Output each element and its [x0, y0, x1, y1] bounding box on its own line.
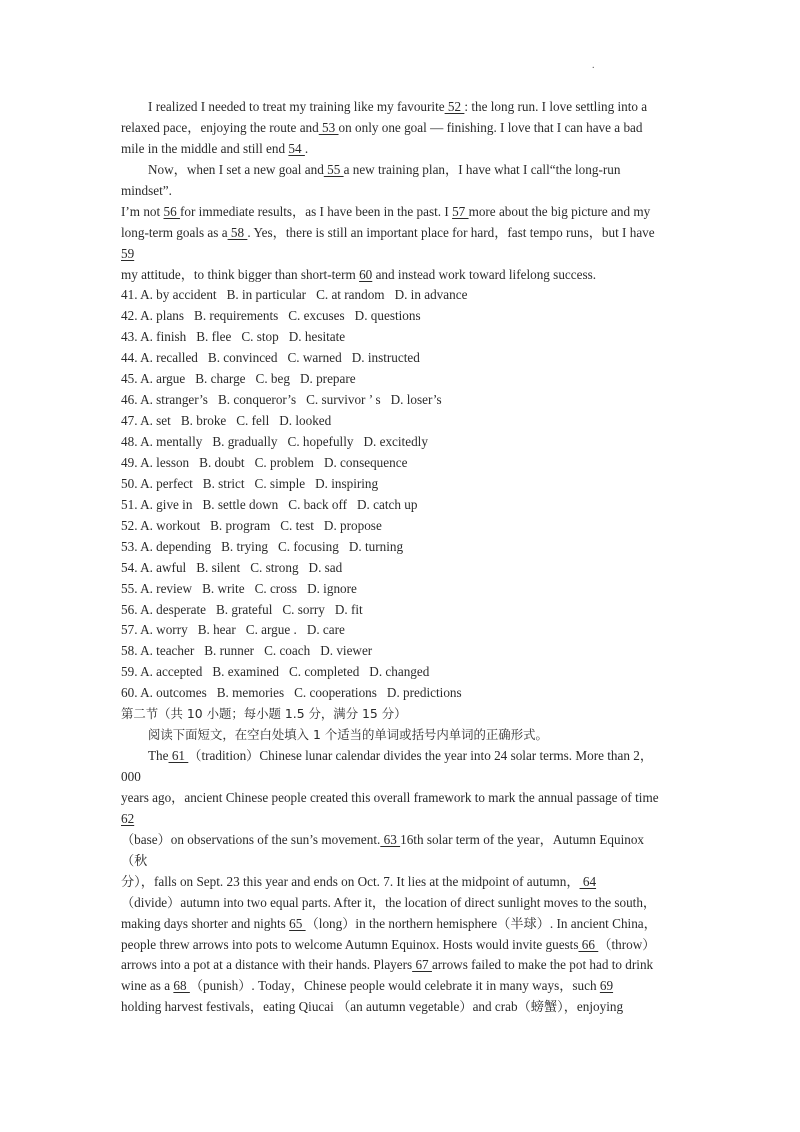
- answer-option: D. fit: [334, 601, 363, 617]
- answer-option: C. at random: [316, 287, 385, 303]
- answer-option: D. hesitate: [288, 329, 346, 345]
- question-row: [121, 453, 681, 474]
- passage-line: [121, 872, 681, 893]
- question-number: 60.: [121, 685, 138, 701]
- passage-text: for immediate results，as I have been in the past. I: [179, 203, 453, 219]
- answer-option: D. sad: [308, 559, 343, 575]
- answer-option: D. care: [306, 622, 345, 638]
- question-row: [121, 411, 681, 432]
- answer-option: C. simple: [254, 475, 306, 491]
- answer-option: C. test: [280, 517, 314, 533]
- passage-text: .: [304, 140, 309, 156]
- passage-text: （throw）: [598, 936, 656, 952]
- question-number: 48.: [121, 434, 138, 449]
- passage-line: [121, 893, 681, 914]
- answer-blank: 62: [121, 810, 135, 826]
- answer-blank: 69: [599, 978, 614, 994]
- answer-option: C. sorry: [282, 601, 325, 617]
- answer-option: B. program: [210, 517, 271, 533]
- passage-line: [121, 202, 681, 223]
- passage-line: [121, 244, 681, 265]
- answer-blank: 53: [318, 119, 339, 135]
- passage-line: [121, 97, 681, 118]
- question-number: 56.: [121, 601, 138, 617]
- answer-option: A. outcomes: [140, 685, 207, 701]
- passage-text: long-term goals as a: [121, 224, 228, 240]
- question-number: 49.: [121, 454, 138, 470]
- question-row: [121, 390, 681, 411]
- answer-option: A. argue: [140, 371, 186, 387]
- question-row: [121, 516, 681, 537]
- passage-text: a new training plan，I have what I call“the long-run: [343, 161, 621, 177]
- answer-option: B. convinced: [207, 350, 278, 366]
- cloze-passage: [121, 97, 681, 285]
- answer-option: A. finish: [140, 329, 187, 345]
- passage-text: （秋: [121, 852, 148, 868]
- passage-text: arrows failed to make the pot had to drink: [431, 957, 654, 973]
- passage-line: [121, 997, 681, 1018]
- passage-text: mile in the middle and still end: [121, 140, 289, 156]
- answer-option: A. plans: [140, 308, 185, 324]
- question-row: [121, 600, 681, 621]
- answer-option: B. gradually: [212, 434, 278, 449]
- passage-text: more about the big picture and my: [468, 203, 651, 219]
- passage-text: （tradition）Chinese lunar calendar divides the year into 24 solar terms. More than 2，: [188, 748, 654, 764]
- question-number: 42.: [121, 308, 138, 324]
- answer-option: D. in advance: [394, 287, 468, 303]
- question-row: [121, 579, 681, 600]
- answer-option: C. stop: [241, 329, 279, 345]
- passage-text: （long）in the northern hemisphere（半球）. In ancient China，: [305, 915, 657, 931]
- question-number: 58.: [121, 643, 138, 659]
- answer-option: D. catch up: [357, 496, 418, 512]
- question-number: 43.: [121, 329, 138, 345]
- passage-text: 000: [121, 769, 141, 784]
- answer-option: A. awful: [140, 559, 187, 575]
- answer-blank: 66: [578, 936, 599, 952]
- passage-text: wine as a: [121, 978, 174, 994]
- question-number: 51.: [121, 496, 138, 512]
- answer-blank: 54: [288, 140, 305, 156]
- passage-line: [121, 809, 681, 830]
- answer-blank: 64: [579, 873, 597, 889]
- passage-line: [121, 746, 681, 767]
- answer-option: B. broke: [180, 413, 227, 429]
- question-row: [121, 432, 681, 453]
- question-row: [121, 348, 681, 369]
- passage-line: [121, 139, 681, 160]
- answer-option: B. runner: [204, 643, 255, 659]
- passage-line: [121, 914, 681, 935]
- answer-option: C. focusing: [278, 538, 339, 554]
- question-number: 44.: [121, 350, 138, 366]
- answer-option: A. accepted: [140, 664, 203, 680]
- question-row: [121, 369, 681, 390]
- passage-text: holding harvest festivals，eating Qiucai （an autumn vegetable）and crab（螃蟹），enjoying: [121, 999, 624, 1015]
- passage-text: . Yes，there is still an important place for hard，fast tempo runs，but I have: [247, 224, 655, 240]
- question-number: 50.: [121, 475, 138, 491]
- answer-option: C. fell: [236, 413, 270, 429]
- question-row: [121, 537, 681, 558]
- answer-blank: 52: [444, 99, 465, 114]
- answer-option: C. beg: [255, 371, 290, 387]
- answer-blank: 68: [173, 978, 190, 994]
- answer-option: C. survivor ’ s: [306, 392, 381, 408]
- answer-option: B. doubt: [199, 454, 245, 470]
- question-number: 47.: [121, 413, 138, 429]
- passage-text: I’m not: [121, 203, 164, 219]
- question-row: [121, 683, 681, 704]
- answer-blank: 61: [168, 748, 189, 764]
- passage-text: The: [148, 748, 169, 764]
- question-number: 57.: [121, 622, 138, 638]
- passage-text: arrows into a pot at a distance with their hands. Players: [121, 957, 413, 973]
- answer-blank: 65: [289, 915, 306, 931]
- answer-option: D. looked: [279, 413, 332, 429]
- question-row: [121, 558, 681, 579]
- answer-option: B. conqueror’s: [217, 392, 297, 408]
- passage-text: and instead work toward lifelong success.: [372, 266, 597, 282]
- answer-blank: 57: [452, 203, 469, 219]
- answer-option: C. strong: [250, 559, 299, 575]
- answer-option: D. instructed: [351, 350, 420, 366]
- passage-text: （divide）autumn into two equal parts. After it，the location of direct sunlight moves to the south，: [121, 894, 657, 910]
- answer-blank: 58: [227, 224, 248, 240]
- answer-option: B. hear: [197, 622, 236, 638]
- passage-text: Now，when I set a new goal and: [148, 161, 324, 177]
- answer-blank: 67: [412, 957, 432, 973]
- question-row: [121, 306, 681, 327]
- answer-option: D. propose: [323, 517, 382, 533]
- answer-blank: 55: [323, 161, 344, 177]
- answer-option: A. worry: [140, 622, 188, 638]
- answer-option: C. coach: [264, 643, 311, 659]
- passage-text: my attitude，to think bigger than short-term: [121, 266, 360, 282]
- answer-option: A. stranger’s: [140, 392, 208, 408]
- answer-option: C. warned: [287, 350, 342, 366]
- answer-option: C. cross: [254, 580, 298, 596]
- section-instruction: 阅读下面短文，在空白处填入 1 个适当的单词或括号内单词的正确形式。: [148, 727, 548, 743]
- answer-option: B. memories: [216, 685, 285, 701]
- question-number: 46.: [121, 392, 138, 408]
- answer-option: B. grateful: [215, 601, 273, 617]
- passage-text: : the long run. I love settling into a: [464, 99, 648, 114]
- answer-option: A. desperate: [140, 601, 206, 617]
- document-body: [121, 97, 681, 1018]
- fill-in-passage: [121, 746, 681, 1018]
- question-row: [121, 327, 681, 348]
- passage-line: [121, 223, 681, 244]
- section-heading: 第二节（共 10 小题；每小题 1.5 分，满分 15 分）: [121, 706, 407, 722]
- answer-option: A. lesson: [140, 454, 190, 470]
- passage-text: 16th solar term of the year，Autumn Equinox: [400, 831, 645, 847]
- answer-option: B. trying: [221, 538, 269, 554]
- answer-blank: 60: [359, 266, 373, 282]
- passage-text: （punish）. Today，Chinese people would celebrate it in many ways，such: [189, 978, 600, 994]
- answer-option: D. questions: [354, 308, 421, 324]
- passage-text: （base）on observations of the sun’s movement.: [121, 831, 381, 847]
- answer-option: A. depending: [140, 538, 212, 554]
- answer-option: B. strict: [202, 475, 245, 491]
- question-row: [121, 620, 681, 641]
- answer-option: A. recalled: [140, 350, 198, 366]
- passage-line: [121, 767, 681, 788]
- answer-option: C. back off: [288, 496, 348, 512]
- question-number: 45.: [121, 371, 138, 387]
- answer-option: D. inspiring: [315, 475, 379, 491]
- passage-line: [121, 830, 681, 851]
- answer-option: A. review: [140, 580, 193, 596]
- passage-line: [121, 935, 681, 956]
- passage-line: [121, 181, 681, 202]
- question-row: [121, 495, 681, 516]
- answer-blank: 59: [121, 245, 135, 261]
- passage-line: [121, 976, 681, 997]
- answer-option: B. charge: [195, 371, 246, 387]
- passage-line: [121, 788, 681, 809]
- corner-mark: .: [592, 60, 595, 71]
- question-number: 55.: [121, 580, 138, 596]
- passage-text: 分），falls on Sept. 23 this year and ends on Oct. 7. It lies at the midpoint of autumn，: [121, 873, 580, 889]
- answer-option: A. teacher: [140, 643, 195, 659]
- passage-text: people threw arrows into pots to welcome Autumn Equinox. Hosts would invite guests: [121, 936, 579, 952]
- answer-blank: 63: [380, 831, 401, 847]
- passage-line: [121, 955, 681, 976]
- answer-option: B. in particular: [226, 287, 307, 303]
- answer-option: B. examined: [212, 664, 279, 680]
- answer-option: A. perfect: [140, 475, 193, 491]
- answer-option: D. predictions: [386, 685, 462, 701]
- answer-option: B. silent: [196, 559, 241, 575]
- question-number: 52.: [121, 517, 138, 533]
- question-number: 41.: [121, 287, 138, 303]
- passage-text: mindset”.: [121, 182, 172, 198]
- question-number: 54.: [121, 559, 138, 575]
- answer-option: A. give in: [140, 496, 193, 512]
- answer-option: D. consequence: [323, 454, 408, 470]
- question-list: [121, 285, 681, 704]
- passage-line: [121, 160, 681, 181]
- passage-line: [121, 851, 681, 872]
- answer-option: C. argue .: [245, 622, 297, 638]
- question-number: 53.: [121, 538, 138, 554]
- question-row: [121, 285, 681, 306]
- passage-text: relaxed pace，enjoying the route and: [121, 119, 319, 135]
- passage-text: I realized I needed to treat my training like my favourite: [148, 99, 445, 114]
- answer-option: A. workout: [140, 517, 201, 533]
- answer-option: C. problem: [254, 454, 314, 470]
- answer-blank: 56: [163, 203, 180, 219]
- answer-option: B. settle down: [202, 496, 279, 512]
- answer-option: D. ignore: [307, 580, 357, 596]
- passage-text: years ago，ancient Chinese people created this overall framework to mark the annual passage of time: [121, 789, 659, 805]
- answer-option: D. viewer: [320, 643, 373, 659]
- answer-option: A. by accident: [140, 287, 217, 303]
- answer-option: C. excuses: [288, 308, 345, 324]
- answer-option: C. cooperations: [294, 685, 377, 701]
- passage-line: [121, 265, 681, 286]
- passage-text: making days shorter and nights: [121, 915, 290, 931]
- question-number: 59.: [121, 664, 138, 680]
- question-row: [121, 641, 681, 662]
- answer-option: B. write: [202, 580, 245, 596]
- answer-option: A. mentally: [140, 434, 203, 449]
- answer-option: A. set: [140, 413, 171, 429]
- answer-option: B. requirements: [194, 308, 279, 324]
- answer-option: D. excitedly: [363, 434, 428, 449]
- answer-option: B. flee: [196, 329, 232, 345]
- answer-option: C. completed: [288, 664, 360, 680]
- answer-option: D. prepare: [299, 371, 356, 387]
- question-row: [121, 474, 681, 495]
- question-row: [121, 662, 681, 683]
- passage-line: [121, 118, 681, 139]
- answer-option: D. turning: [348, 538, 404, 554]
- answer-option: C. hopefully: [287, 434, 354, 449]
- answer-option: D. loser’s: [390, 392, 442, 408]
- answer-option: D. changed: [369, 664, 430, 680]
- passage-text: on only one goal — finishing. I love that I can have a bad: [338, 119, 643, 135]
